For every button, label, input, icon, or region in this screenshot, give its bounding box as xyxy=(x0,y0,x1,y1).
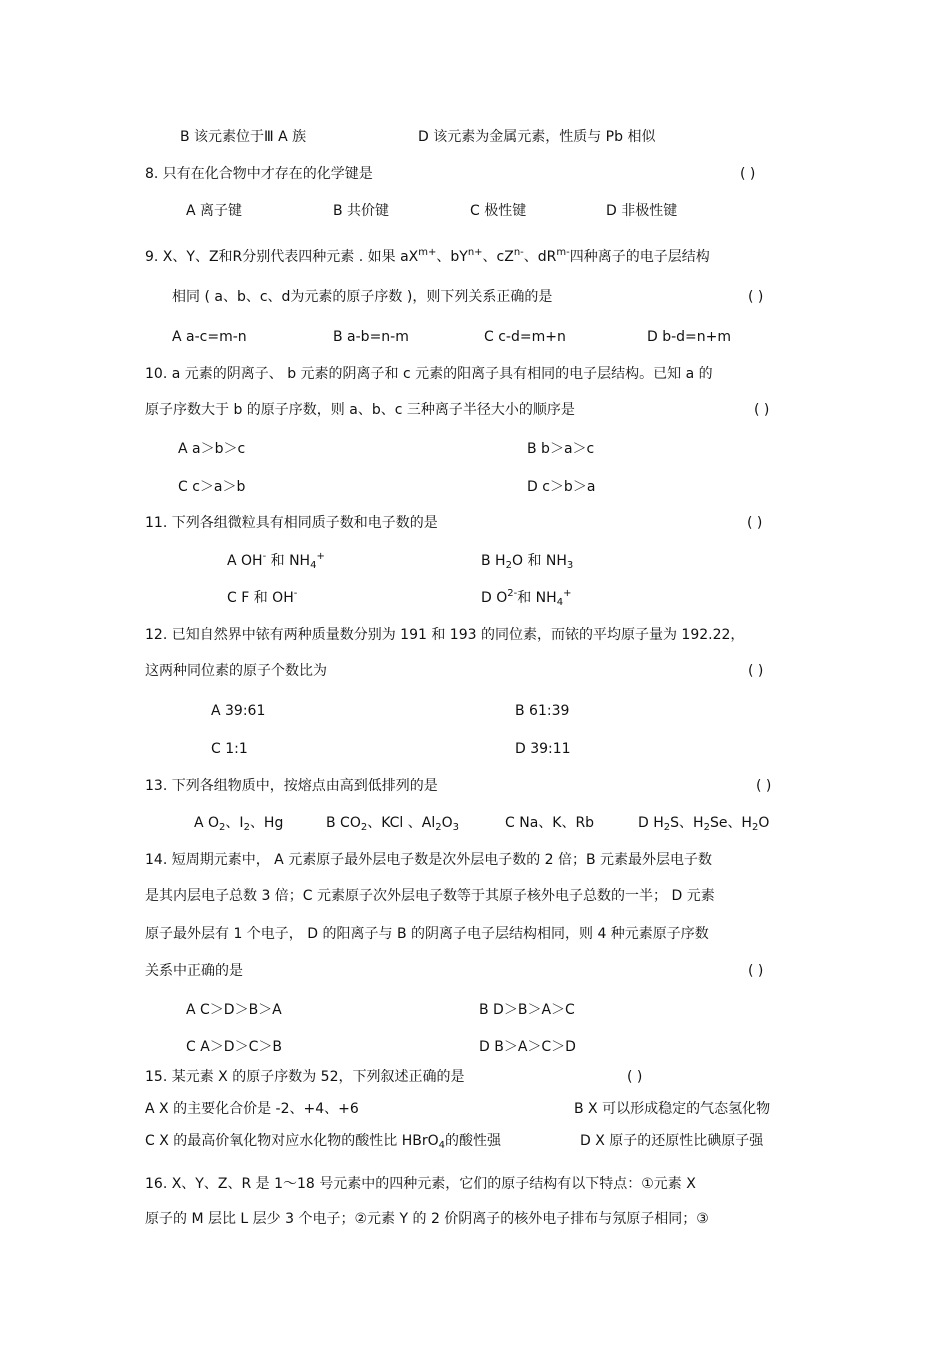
q15-option-c: C X 的最高价氧化物对应水化物的酸性比 HBrO$_4$的酸性强 xyxy=(145,1133,501,1151)
q9-option-d: D b-d=n+m xyxy=(647,329,732,345)
q11-stem: 11. 下列各组微粒具有相同质子数和电子数的是 xyxy=(145,515,438,531)
q13-stem: 13. 下列各组物质中，按熔点由高到低排列的是 xyxy=(145,778,438,794)
q14-stem-line4: 关系中正确的是 xyxy=(145,963,243,979)
q13-option-d: D $H_2S$、$H_2Se$、$H_2O$ xyxy=(638,815,770,833)
q14-stem-line3: 原子最外层有 1 个电子， D 的阳离子与 B 的阴离子电子层结构相同，则 4 种元素原子序数 xyxy=(145,926,709,942)
q12-option-c: C 1:1 xyxy=(211,741,248,757)
q14-option-d: D B＞A＞C＞D xyxy=(479,1039,576,1055)
q14-option-c: C A＞D＞C＞B xyxy=(186,1039,282,1055)
q13-option-b: B $CO_2$、KCl 、$Al_2O_3$ xyxy=(326,815,460,833)
q11-option-a: A OH- 和 $NH_4^+$ xyxy=(227,551,325,571)
q14-answer-bracket: ( ) xyxy=(748,963,764,979)
q10-option-b: B b＞a＞c xyxy=(527,441,595,457)
q14-stem-line1: 14. 短周期元素中， A 元素原子最外层电子数是次外层电子数的 2 倍；B 元素最外层电子数 xyxy=(145,852,713,868)
q15-option-d: D X 原子的还原性比碘原子强 xyxy=(580,1133,764,1149)
q16-stem-line2: 原子的 M 层比 L 层少 3 个电子；②元素 Y 的 2 价阴离子的核外电子排布与氖原子相同；③ xyxy=(145,1211,709,1227)
q8-option-c: C 极性键 xyxy=(470,203,527,219)
q10-answer-bracket: ( ) xyxy=(754,402,770,418)
q13-answer-bracket: ( ) xyxy=(756,778,772,794)
q10-option-a: A a＞b＞c xyxy=(178,441,246,457)
q12-option-b: B 61:39 xyxy=(515,703,570,719)
q10-stem-line1: 10. a 元素的阴离子、 b 元素的阴离子和 c 元素的阳离子具有相同的电子层结构。已知 a 的 xyxy=(145,366,713,382)
q14-option-a: A C＞D＞B＞A xyxy=(186,1002,282,1018)
q11-answer-bracket: ( ) xyxy=(747,515,763,531)
q12-answer-bracket: ( ) xyxy=(748,663,764,679)
q8-option-a: A 离子键 xyxy=(186,203,243,219)
q8-option-d: D 非极性键 xyxy=(606,203,678,219)
q12-option-d: D 39:11 xyxy=(515,741,571,757)
q15-option-b: B X 可以形成稳定的气态氢化物 xyxy=(574,1101,771,1117)
q15-option-a: A X 的主要化合价是 -2、+4、+6 xyxy=(145,1101,359,1117)
q8-option-b: B 共价键 xyxy=(333,203,390,219)
q11-option-c: C F 和 OH- xyxy=(227,588,298,606)
q8-answer-bracket: ( ) xyxy=(740,166,756,182)
q11-option-b: B $H_2O$ 和 $NH_3$ xyxy=(481,553,574,571)
q14-option-b: B D＞B＞A＞C xyxy=(479,1002,575,1018)
q15-answer-bracket: ( ) xyxy=(627,1069,643,1085)
q13-option-a: A $O_2$、$I_2$、Hg xyxy=(194,815,284,833)
q13-option-c: C Na、K、Rb xyxy=(505,815,595,831)
q9-option-b: B a-b=n-m xyxy=(333,329,409,345)
q14-stem-line2: 是其内层电子总数 3 倍；C 元素原子次外层电子数等于其原子核外电子总数的一半； D 元素 xyxy=(145,888,715,904)
q15-stem: 15. 某元素 X 的原子序数为 52，下列叙述正确的是 xyxy=(145,1069,465,1085)
q8-stem: 8. 只有在化合物中才存在的化学键是 xyxy=(145,166,373,182)
q16-stem-line1: 16. X、Y、Z、R 是 1～18 号元素中的四种元素，它们的原子结构有以下特点：①元素 X xyxy=(145,1176,696,1192)
q12-option-a: A 39:61 xyxy=(211,703,266,719)
q12-stem-line2: 这两种同位素的原子个数比为 xyxy=(145,663,327,679)
q10-stem-line2: 原子序数大于 b 的原子序数，则 a、b、c 三种离子半径大小的顺序是 xyxy=(145,402,575,418)
q10-option-d: D c＞b＞a xyxy=(527,479,596,495)
q9-option-c: C c-d=m+n xyxy=(484,329,566,345)
q7-option-d: D 该元素为金属元素，性质与 Pb 相似 xyxy=(418,129,656,145)
q9-answer-bracket: ( ) xyxy=(748,289,764,305)
q12-stem-line1: 12. 已知自然界中铱有两种质量数分别为 191 和 193 的同位素，而铱的平均原子量为 192.22， xyxy=(145,627,745,643)
q10-option-c: C c＞a＞b xyxy=(178,479,246,495)
q9-option-a: A a-c=m-n xyxy=(172,329,247,345)
q9-stem: 9. X、Y、Z和R分别代表四种元素 . 如果 $aX^{m+}$、$bY^{n+}$、$cZ^{n-}$、$dR^{m-}$四种离子的电子层结构 xyxy=(145,247,710,265)
q7-option-b: B 该元素位于Ⅲ A 族 xyxy=(180,129,307,145)
q11-option-d: D $O^{2-}$和 $NH_4^+$ xyxy=(481,588,572,608)
q9-stem-line2: 相同 ( a、b、c、d为元素的原子序数 )，则下列关系正确的是 xyxy=(172,289,553,305)
